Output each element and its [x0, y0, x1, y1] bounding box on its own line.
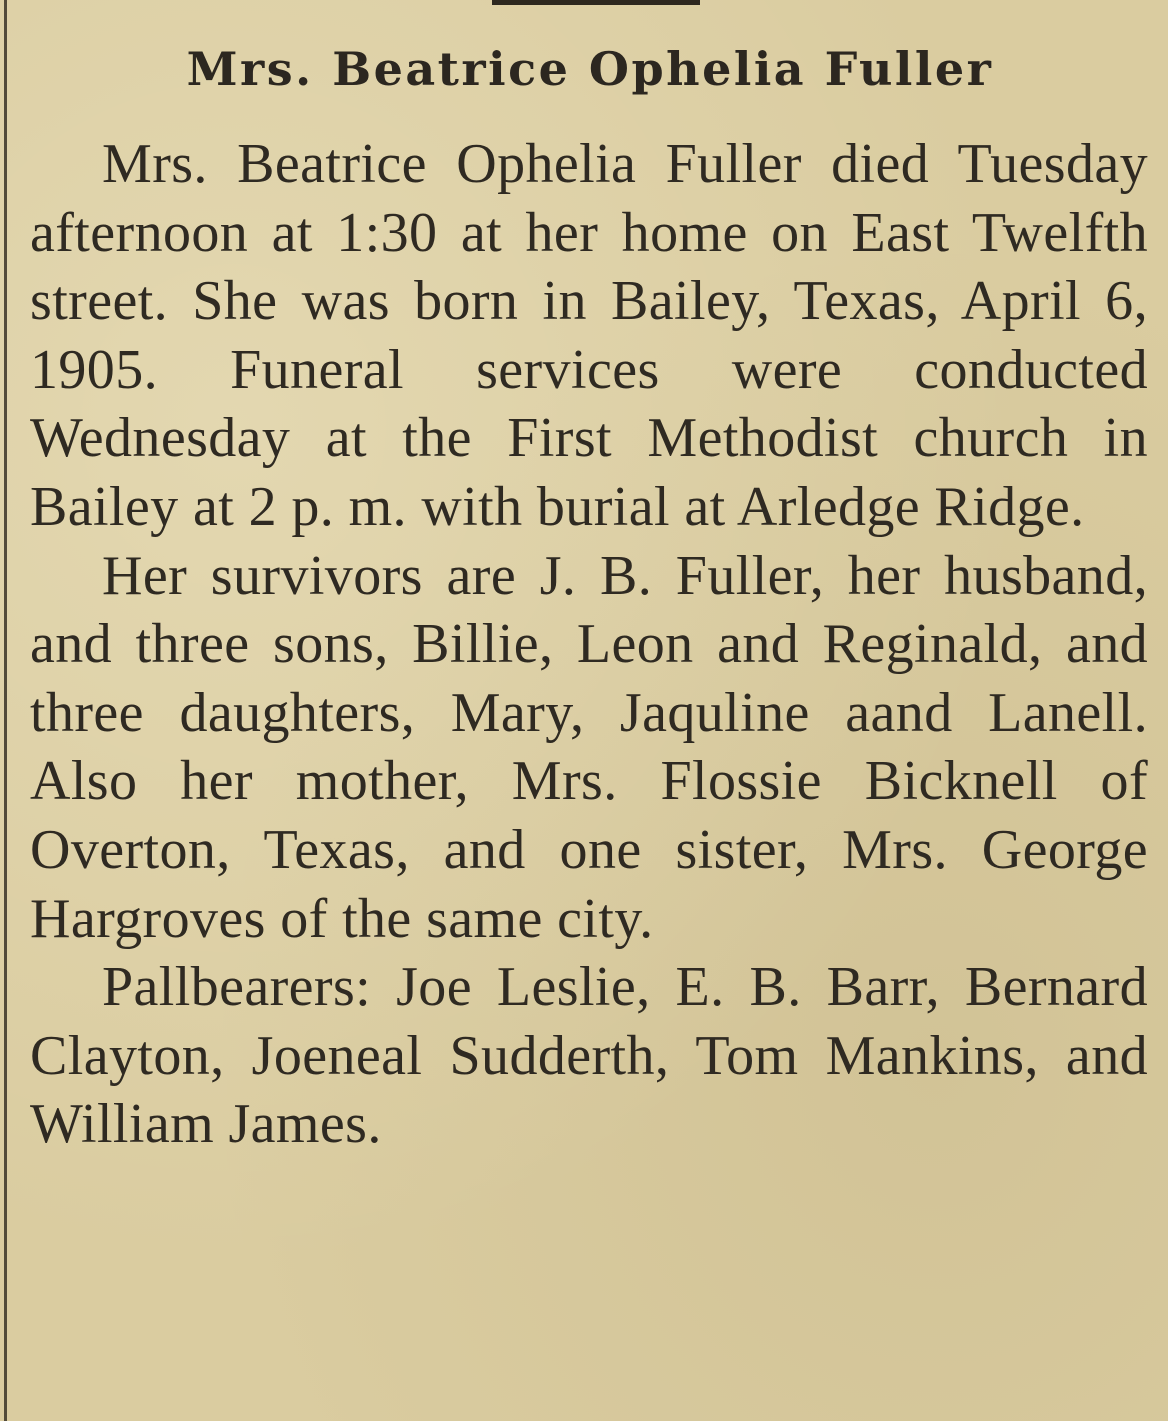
article-body: [30, 130, 1148, 1159]
paragraph-death-notice: Mrs. Beatrice Ophelia Fuller died Tuesday afternoon at 1:30 at her home on East Twelfth street. She was born in Bailey, Texas, April 6, 1905. Funeral services were conducted Wednesday at the First Methodist church in Bailey at 2 p. m. with burial at Arledge Ridge.: [30, 133, 1148, 538]
headline: Mrs. Beatrice Ophelia Fuller: [186, 42, 994, 96]
top-rule: [492, 0, 700, 5]
column-rule: [4, 0, 7, 1421]
paragraph-survivors: Her survivors are J. B. Fuller, her husband, and three sons, Billie, Leon and Reginald, and three daughters, Mary, Jaquline aand Lanell. Also her mother, Mrs. Flossie Bicknell of Overton, Texas, and one sister, Mrs. George Hargroves of the same city.: [30, 544, 1148, 950]
paragraph-pallbearers: Pallbearers: Joe Leslie, E. B. Barr, Bernard Clayton, Joeneal Sudderth, Tom Mankins, and William James.: [30, 956, 1148, 1156]
